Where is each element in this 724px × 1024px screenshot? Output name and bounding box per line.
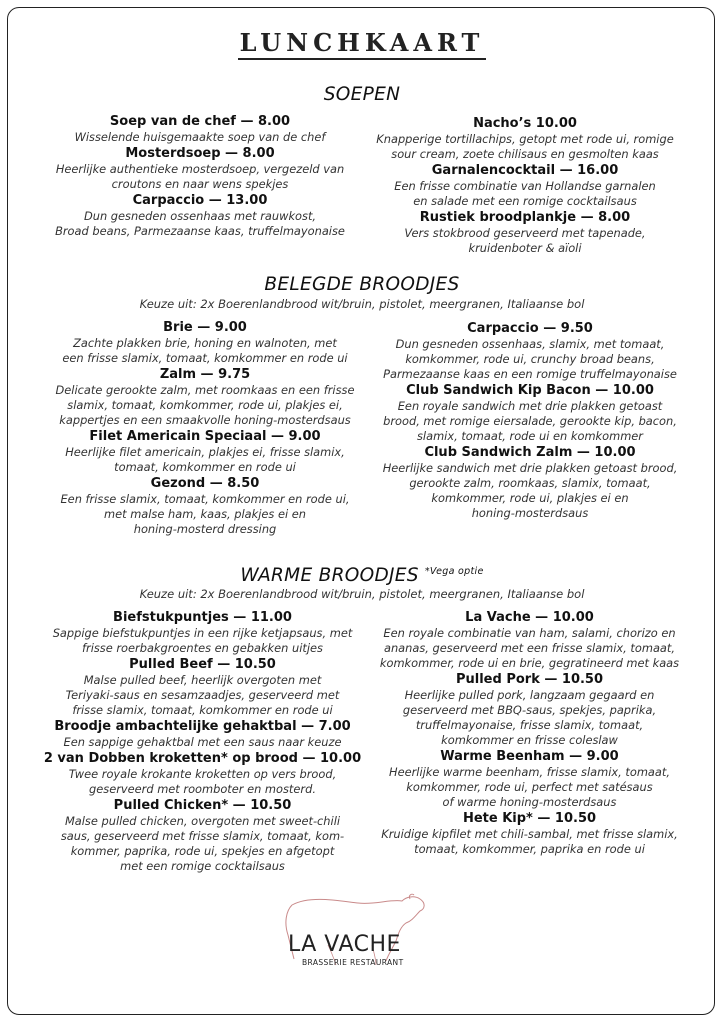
belegde-keuze-text: Keuze uit: 2x Boerenlandbrood wit/bruin, pistolet, meergranen, Italiaanse bol [139,297,585,311]
belegde-right-column [365,320,695,521]
menu-item-description: een frisse slamix, tomaat, komkommer en rode ui [62,351,348,365]
menu-item-description: slamix, tomaat, rode ui en komkommer [417,429,643,443]
logo-name: LA VACHE [288,932,401,957]
menu-item-description: Dun gesneden ossenhaas, slamix, met tomaat, [395,337,665,351]
section-heading-soepen: SOEPEN [323,84,401,105]
vega-note: *Vega optie [424,566,484,577]
menu-item-description: Heerlijke sandwich met drie plakken getoast brood, [382,461,678,475]
menu-item-description: tomaat, komkommer, paprika en rode ui [414,842,645,856]
soepen-left-column [40,113,360,239]
menu-item-description: ananas, geserveerd met een frisse slamix, tomaat, [383,641,675,655]
la-vache-logo [280,893,430,973]
menu-item-description: Een royale combinatie van ham, salami, chorizo en [383,626,676,640]
menu-item-description: slamix, tomaat, komkommer, rode ui, plakjes ei, [67,398,343,412]
menu-item-description: Dun gesneden ossenhaas met rauwkost, [83,209,317,223]
cow-icon [280,893,430,973]
menu-item-description: met malse ham, kaas, plakjes ei en [104,507,306,521]
menu-item-description: en salade met een romige cocktailsaus [413,194,637,208]
menu-item-description: Twee royale krokante kroketten op vers brood, [68,767,337,781]
menu-item-description: frisse roerbakgroentes en gebakken uitjes [82,641,323,655]
warme-keuze-text: Keuze uit: 2x Boerenlandbrood wit/bruin, pistolet, meergranen, Italiaanse bol [139,587,585,601]
warme-left-column [35,609,370,874]
menu-item-description: komkommer, rode ui, crunchy broad beans, [405,352,655,366]
logo-subtitle: BRASSERIE RESTAURANT [302,958,404,967]
menu-item-description: honing-mosterd dressing [133,522,277,536]
menu-item-description: Heerlijke filet americain, plakjes ei, frisse slamix, [65,445,345,459]
menu-item-description: Een royale sandwich met drie plakken getoast [397,399,663,413]
menu-item-name: Club Sandwich Zalm — 10.00 [424,445,636,460]
menu-item-name: Gezond — 8.50 [150,476,260,491]
menu-item-description: tomaat, komkommer en rode ui [114,460,296,474]
menu-item-name: Mosterdsoep — 8.00 [125,146,275,161]
menu-item-name: Broodje ambachtelijke gehaktbal — 7.00 [54,719,351,734]
menu-item-description: met een romige cocktailsaus [120,859,285,873]
menu-item-description: Zachte plakken brie, honing en walnoten, met [73,336,337,350]
menu-item-description: kommer, paprika, rode ui, spekjes en afgetopt [70,844,335,858]
section-heading-belegde-broodjes: BELEGDE BROODJES [264,274,460,295]
menu-item-description: Malse pulled beef, heerlijk overgoten met [83,673,322,687]
menu-item-description: Teriyaki-saus en sesamzaadjes, geserveerd met [65,688,340,702]
menu-item-name: Pulled Pork — 10.50 [455,672,604,687]
menu-item-description: Kruidige kipfilet met chili-sambal, met frisse slamix, [381,827,678,841]
menu-item-description: croutons en naar wens spekjes [111,177,289,191]
page-title: LUNCHKAART [0,28,724,57]
menu-item-description: Delicate gerookte zalm, met roomkaas en een frisse [55,383,355,397]
menu-item-name: Club Sandwich Kip Bacon — 10.00 [406,383,654,398]
menu-item-description: Heerlijke warme beenham, frisse slamix, tomaat, [389,765,670,779]
warme-right-column [362,609,697,857]
menu-item-name: Warme Beenham — 9.00 [440,749,619,764]
menu-item-name: Pulled Beef — 10.50 [129,657,276,672]
menu-item-description: komkommer, rode ui, perfect met satésaus [406,780,653,794]
menu-item-description: honing-mosterdsaus [471,506,589,520]
menu-item-description: Knapperige tortillachips, getopt met rode ui, romige [376,132,674,146]
belegde-left-column [40,319,370,537]
menu-item-description: of warme honing-mosterdsaus [442,795,617,809]
menu-item-name: Hete Kip* — 10.50 [462,811,597,826]
menu-item-name: Carpaccio — 9.50 [467,321,593,336]
menu-item-name: Pulled Chicken* — 10.50 [113,798,292,813]
warme-heading-text: WARME BROODJES [240,565,419,586]
menu-item-name: Garnalencocktail — 16.00 [431,163,619,178]
menu-item-description: geserveerd met roomboter en mosterd. [89,782,316,796]
menu-item-description: frisse slamix, tomaat, komkommer en rode ui [72,703,333,717]
menu-item-description: Een sappige gehaktbal met een saus naar keuze [63,735,342,749]
menu-item-name: La Vache — 10.00 [465,610,594,625]
menu-item-description: Vers stokbrood geserveerd met tapenade, [404,226,646,240]
menu-item-description: komkommer, rode ui en brie, gegratineerd met kaas [379,656,680,670]
menu-item-description: brood, met romige eiersalade, gerookte kip, bacon, [383,414,677,428]
menu-item-description: saus, geserveerd met frisse slamix, tomaat, kom- [60,829,345,843]
menu-item-name: Zalm — 9.75 [159,367,251,382]
menu-item-name: Carpaccio — 13.00 [132,193,268,208]
menu-item-description: Wisselende huisgemaakte soep van de chef [74,130,326,144]
menu-item-name: Rustiek broodplankje — 8.00 [419,210,631,225]
menu-item-description: Heerlijke pulled pork, langzaam gegaard en [404,688,655,702]
soepen-right-column [360,115,690,256]
menu-item-description: Een frisse slamix, tomaat, komkommer en rode ui, [60,492,350,506]
menu-item-description: geserveerd met BBQ-saus, spekjes, paprika, [402,703,657,717]
menu-item-description: gerookte zalm, roomkaas, slamix, tomaat, [409,476,651,490]
menu-item-description: komkommer en frisse coleslaw [441,733,618,747]
menu-item-description: Heerlijke authentieke mosterdsoep, vergezeld van [55,162,345,176]
menu-item-name: 2 van Dobben kroketten* op brood — 10.00 [43,751,362,766]
menu-item-description: kappertjes en een smaakvolle honing-mosterdsaus [59,413,351,427]
menu-item-description: sour cream, zoete chilisaus en gesmolten kaas [391,147,659,161]
menu-item-description: truffelmayonaise, frisse slamix, tomaat, [415,718,644,732]
menu-item-name: Brie — 9.00 [163,320,247,335]
menu-item-description: Malse pulled chicken, overgoten met sweet-chili [64,814,341,828]
section-heading-warme-broodjes [0,565,724,586]
menu-item-name: Filet Americain Speciaal — 9.00 [89,429,321,444]
menu-item-name: Nacho’s 10.00 [473,116,577,131]
menu-item-description: Broad beans, Parmezaanse kaas, truffelmayonaise [55,224,345,238]
menu-item-description: Parmezaanse kaas en een romige truffelmayonaise [383,367,677,381]
menu-item-description: komkommer, rode ui, plakjes ei en [431,491,629,505]
menu-item-name: Soep van de chef — 8.00 [109,114,291,129]
menu-item-description: kruidenboter & aïoli [468,241,582,255]
menu-item-description: Een frisse combinatie van Hollandse garnalen [394,179,656,193]
menu-item-description: Sappige biefstukpuntjes in een rijke ketjapsaus, met [52,626,353,640]
menu-item-name: Biefstukpuntjes — 11.00 [113,610,292,625]
